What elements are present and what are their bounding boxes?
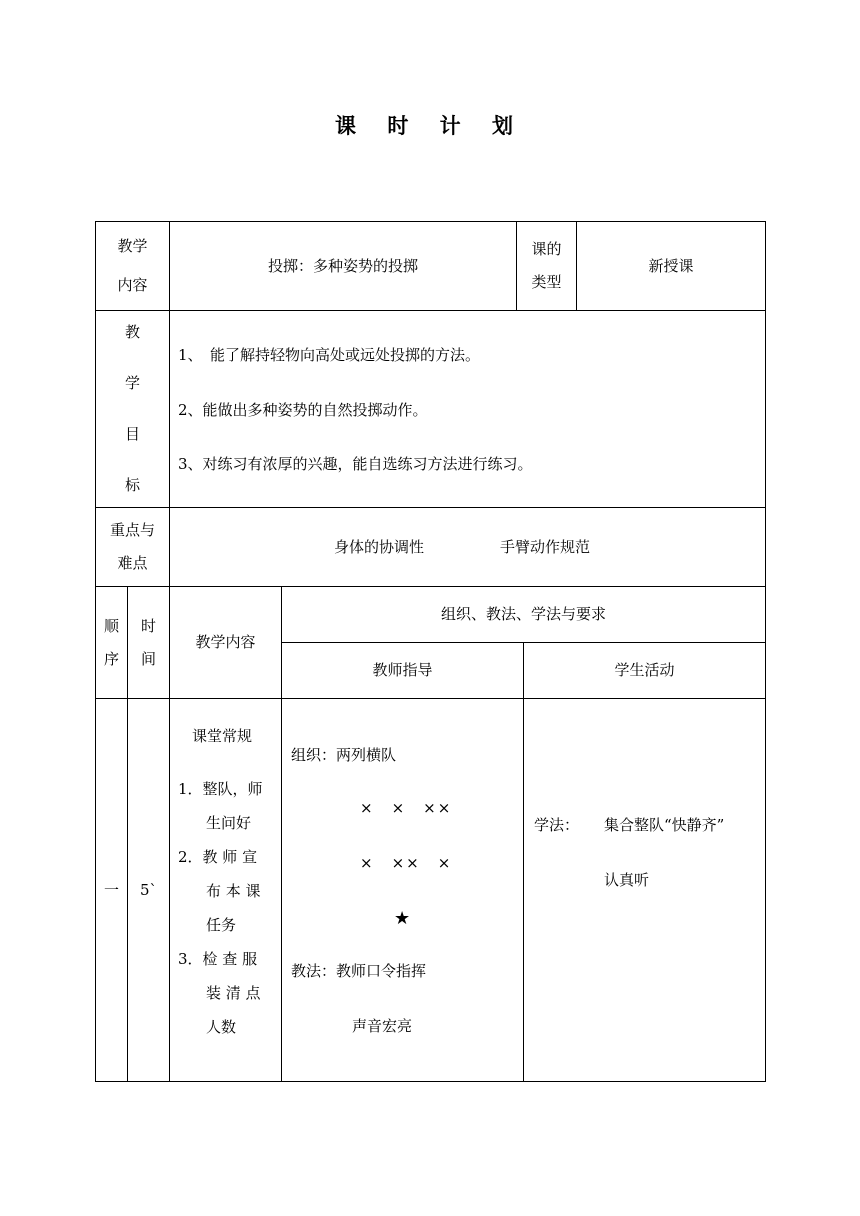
order-header-cell: [95, 586, 128, 699]
routine-line: 任务: [206, 916, 237, 934]
content-value-cell: [169, 221, 517, 311]
teacher-header-cell: [281, 642, 524, 699]
type-label-line2: 类型: [531, 273, 562, 291]
routine-title: 课堂常规: [192, 727, 253, 745]
student-activity-cell: [523, 698, 766, 1082]
time-header-cell: [127, 586, 170, 699]
routine-line: 人数: [206, 1018, 237, 1036]
org-header-cell: [281, 586, 766, 643]
method-label: 教法：教师口令指挥: [291, 962, 427, 980]
type-label-line1: 课的: [531, 240, 562, 258]
student-header-cell: [523, 642, 766, 699]
org-label: 组织：两列横队: [291, 746, 397, 764]
type-value: 新授课: [648, 256, 694, 275]
time-header-line2: 间: [140, 649, 156, 668]
teacher-star-icon: ★: [394, 908, 411, 929]
content-header-cell: [169, 586, 282, 699]
page-title: 课 时 计 划: [335, 113, 525, 138]
routine-cell: [169, 698, 282, 1082]
objective-item: 3、对练习有浓厚的兴趣，能自选练习方法进行练习。: [178, 455, 533, 473]
order-header-line1: 顺: [103, 616, 119, 635]
org-header: 组织、教法、学法与要求: [440, 605, 606, 623]
objectives-list-cell: [169, 310, 766, 508]
student-header: 学生活动: [614, 661, 675, 679]
time-header-line1: 时: [140, 616, 156, 635]
content-label-cell: [95, 221, 170, 311]
keypoint-1: 身体的协调性: [334, 538, 425, 556]
keypoints-label-line1: 重点与: [109, 521, 155, 539]
order-header-line2: 序: [103, 649, 119, 668]
type-value-cell: [576, 221, 766, 311]
order-value: 一: [103, 880, 119, 899]
type-label-cell: [516, 221, 577, 311]
content-header: 教学内容: [195, 633, 256, 651]
objectives-label-char: 学: [124, 374, 140, 392]
content-label-line1: 教学: [117, 237, 148, 255]
keypoints-label-cell: [95, 507, 170, 587]
method-detail: 声音宏亮: [352, 1017, 413, 1035]
routine-line: 3．检 查 服: [178, 950, 258, 968]
time-cell: [127, 698, 170, 1082]
objectives-label-char: 教: [124, 323, 140, 341]
study-line-2: 认真听: [604, 871, 650, 889]
routine-line: 1．整队，师: [178, 780, 263, 798]
routine-line: 2．教 师 宣: [178, 848, 258, 866]
teacher-header: 教师指导: [372, 661, 433, 679]
routine-line: 装 清 点: [206, 984, 261, 1002]
time-value: 5`: [139, 880, 158, 899]
formation-row-1: × × ××: [360, 799, 453, 817]
keypoints-label-line2: 难点: [117, 554, 148, 572]
content-value: 投掷：多种姿势的投掷: [267, 256, 418, 275]
teacher-guidance-cell: [281, 698, 524, 1082]
objectives-label-char: 目: [124, 425, 140, 443]
order-cell: [95, 698, 128, 1082]
objective-item: 1、 能了解持轻物向高处或远处投掷的方法。: [178, 346, 481, 364]
formation-row-2: × ×× ×: [360, 854, 453, 872]
content-label-line2: 内容: [117, 276, 148, 294]
routine-line: 生问好: [206, 814, 252, 832]
routine-line: 布 本 课: [206, 882, 261, 900]
study-label: 学法：: [534, 816, 580, 834]
objectives-label-char: 标: [124, 476, 140, 494]
keypoint-2: 手臂动作规范: [500, 538, 591, 556]
keypoints-value-cell: [169, 507, 766, 587]
objectives-label-cell: [95, 310, 170, 508]
objective-item: 2、能做出多种姿势的自然投掷动作。: [178, 401, 428, 419]
study-line-1: 集合整队“快静齐”: [604, 816, 725, 834]
